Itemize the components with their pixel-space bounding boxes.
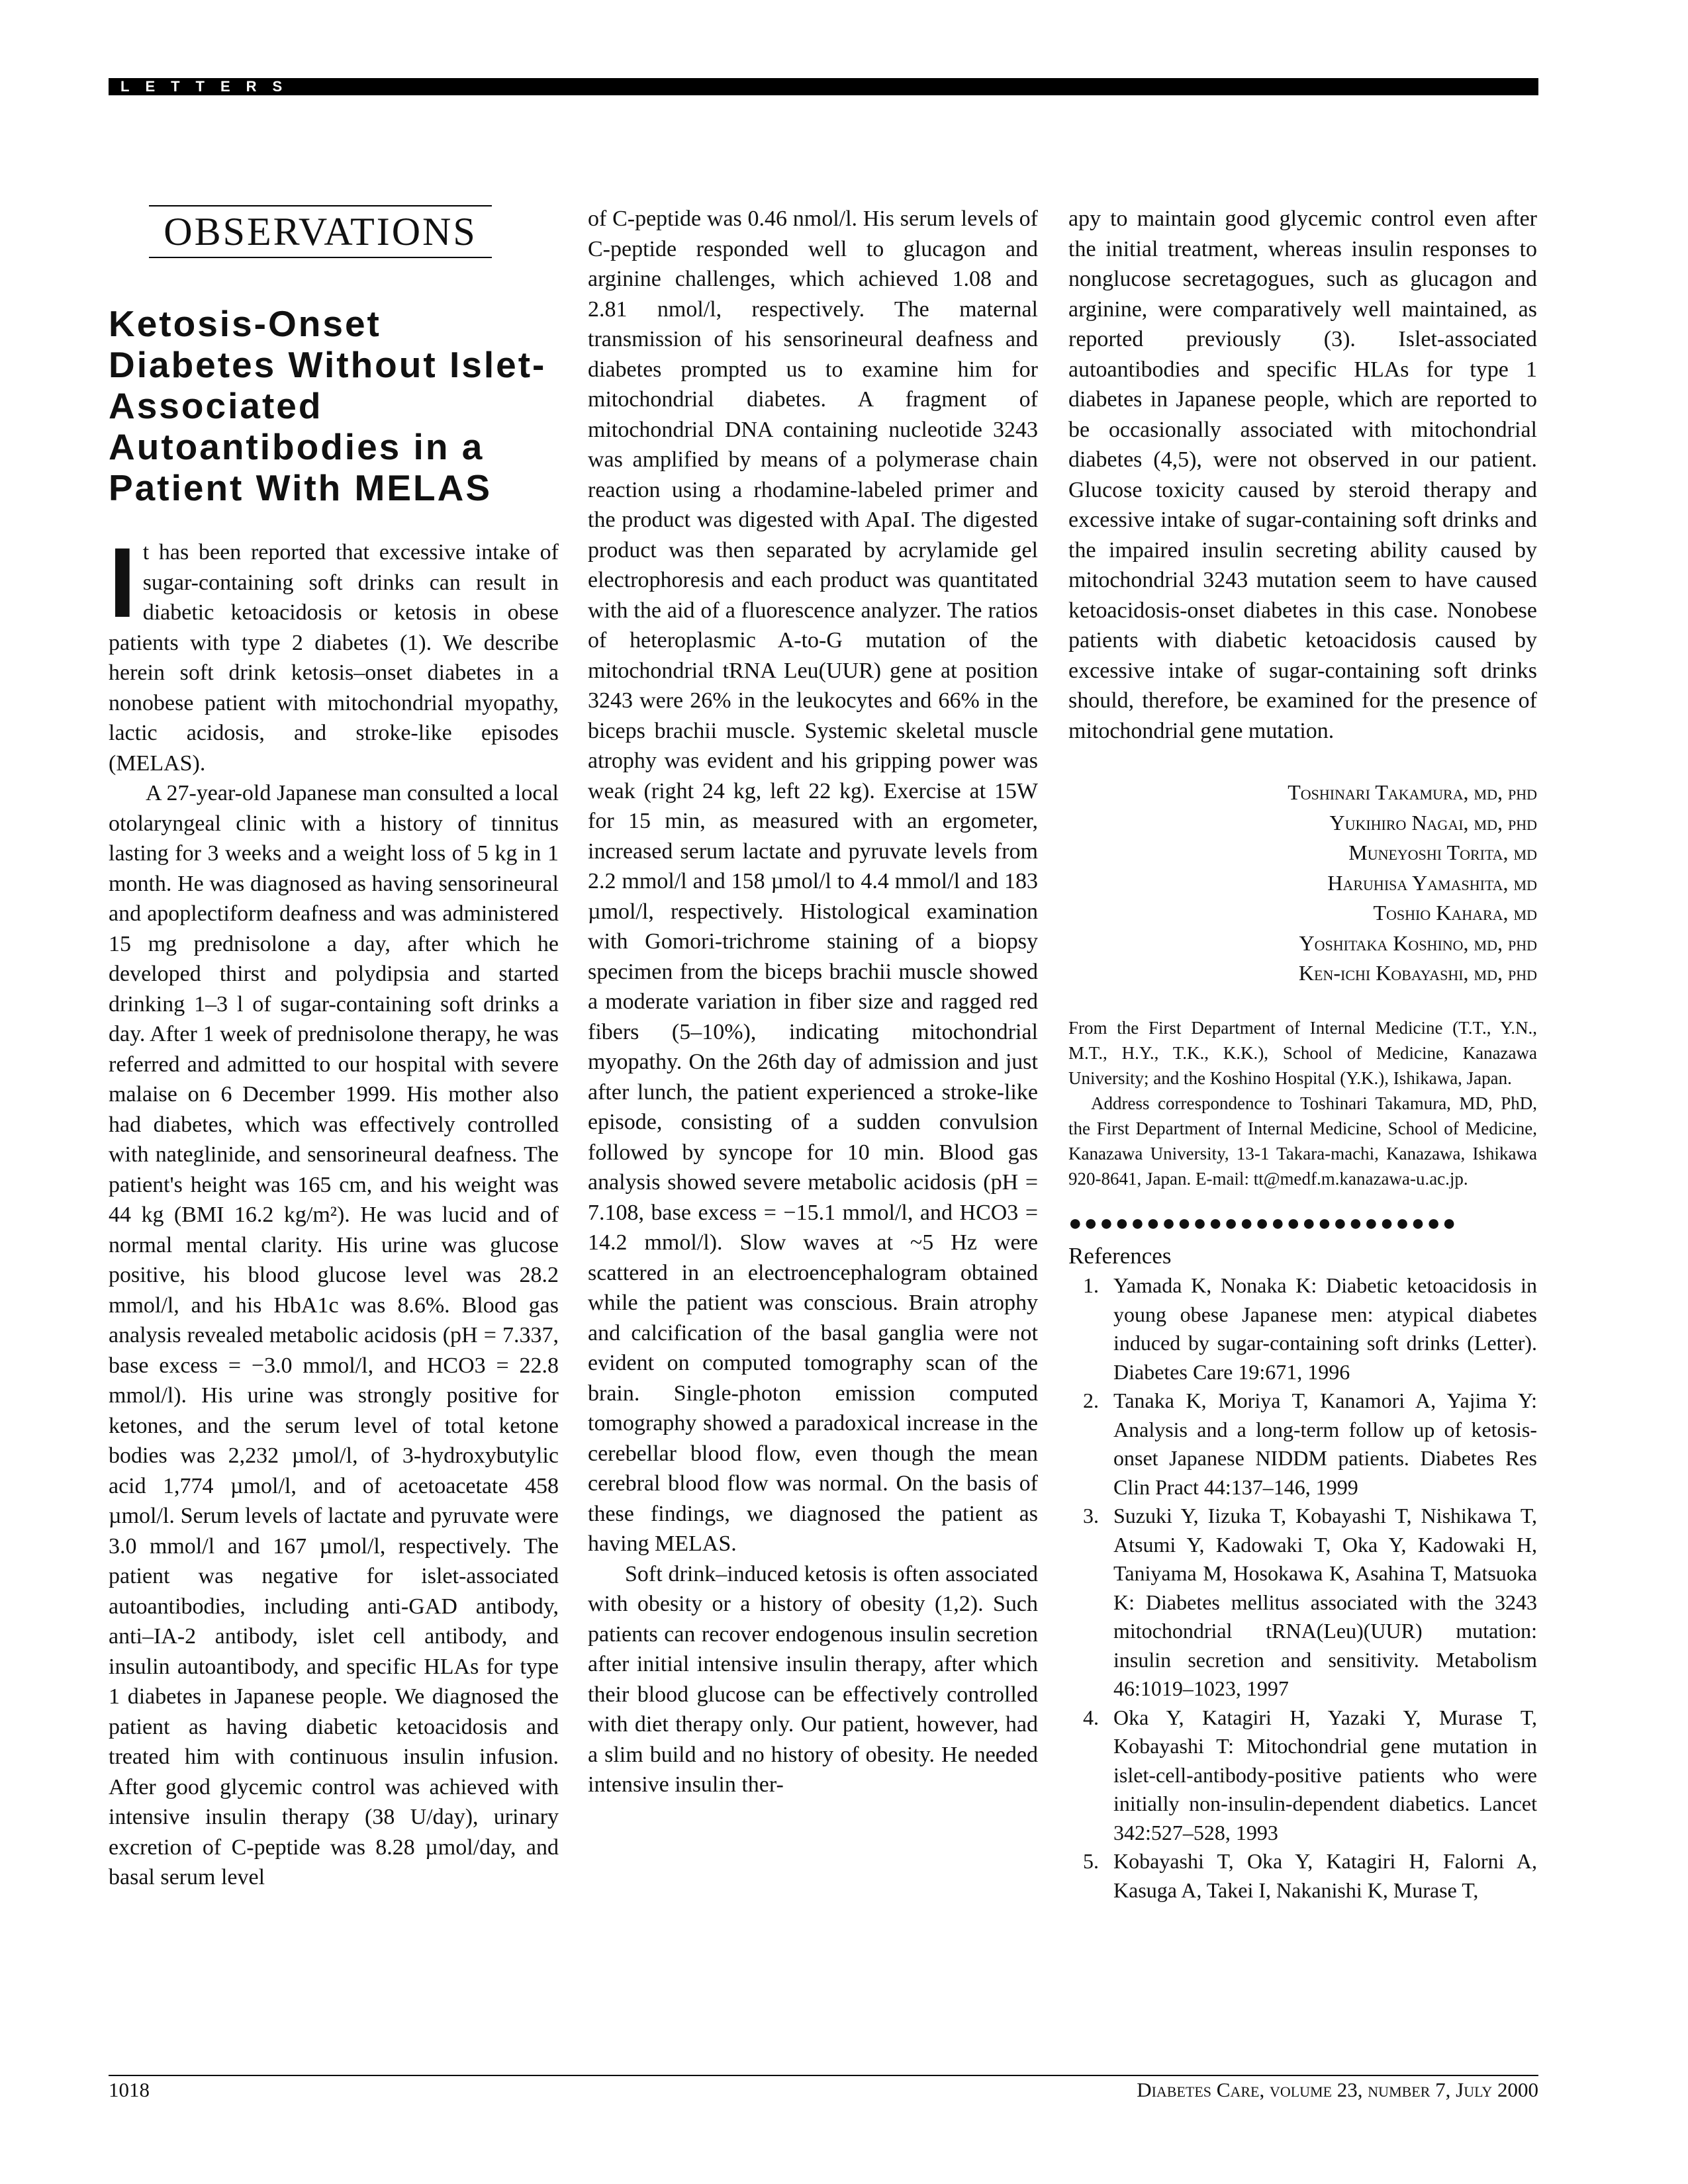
reference-item: 4. Oka Y, Katagiri H, Yazaki Y, Murase T, Kobayashi T: Mitochondrial gene mutation in islet-cell-antibody-positive patients who were initially non-insulin-dependent diabetics. Lancet 342:527–528, 1993 [1083, 1705, 1537, 1844]
section-label: LETTERS [120, 78, 299, 95]
department-heading: OBSERVATIONS [149, 205, 492, 258]
column-1 [109, 205, 559, 1893]
dotted-divider: ●●●●●●●●●●●●●●●●●●●●●●●●● [1068, 1210, 1458, 1236]
affiliation-block [1068, 1015, 1537, 1191]
paragraph-1 [109, 527, 559, 778]
paragraph-3-part-2: apy to maintain good glycemic control even after the initial treatment, whereas insulin responses to nonglucose secretagogues, such as glucagon and arginine, were comparatively well maintained, as reported previously (3). Islet-associated autoantibodies and specific HLAs for type 1 diabetes in Japanese people, which are reported to be occasionally associated with mitochondrial diabetes (4,5), were not observed in our patient. Glucose toxicity caused by steroid therapy and excessive intake of sugar-containing soft drinks and the impaired insulin secreting ability caused by mitochondrial 3243 mutation seem to have caused ketoacidosis-onset diabetes in this case. Nonobese patients with diabetic ketoacidosis caused by excessive intake of sugar-containing soft drinks should, therefore, be examined for the presence of mitochondrial gene mutation. [1068, 206, 1537, 743]
journal-citation: Diabetes Care, volume 23, number 7, July 2000 [1137, 2078, 1538, 2101]
column-3 [1068, 204, 1537, 1905]
correspondence: Address correspondence to Toshinari Takamura, MD, PhD, the First Department of Internal Medicine, School of Medicine, Kanazawa University, 13-1 Takara-machi, Kanazawa, Ishikawa 920-8641, Japan. E-mail: tt@medf.m.kanazawa-u.ac.jp. [1068, 1093, 1537, 1189]
paragraph-2-part-2: of C-peptide was 0.46 nmol/l. His serum levels of C-peptide responded well to glucagon and arginine challenges, which achieved 1.08 and 2.81 nmol/l, respectively. The maternal transmission of his sensorineural deafness and diabetes prompted us to examine him for mitochondrial diabetes. A fragment of mitochondrial DNA containing nucleotide 3243 was amplified by means of a polymerase chain reaction using a rhodamine-labeled primer and the product was digested with ApaI. The digested product was then separated by acrylamide gel electrophoresis and each product was quantitated with the aid of a fluorescence analyzer. The ratios of heteroplasmic A-to-G mutation of the mitochondrial tRNA Leu(UUR) gene at position 3243 were 26% in the leukocytes and 66% in the biceps brachii muscle. Systemic skeletal muscle atrophy was evident and his gripping power was weak (right 24 kg, left 22 kg). Exercise at 15W for 15 min, as measured with an ergometer, increased serum lactate and pyruvate levels from 2.2 mmol/l and 158 µmol/l to 4.4 mmol/l and 183 µmol/l, respectively. Histological examination with Gomori-trichrome staining of a biopsy specimen from the biceps brachii muscle showed a moderate variation in fiber size and ragged red fibers (5–10%), indicating mitochondrial myopathy. On the 26th day of admission and just after lunch, the patient experienced a stroke-like episode, consisting of a sudden convulsion followed by syncope for 10 min. Blood gas analysis showed severe metabolic acidosis (pH = 7.108, base excess = −15.1 mmol/l, and HCO3 = 14.2 mmol/l). Slow waves at ~5 Hz were scattered in an electroencephalogram obtained while the patient was conscious. Brain atrophy and calcification of the basal ganglia were not evident on computed tomography scan of the brain. Single-photon emission computed tomography showed a paradoxical increase in the cerebellar blood flow, even though the mean cerebral blood flow was normal. On the basis of these findings, we diagnosed the patient as having MELAS. [588, 206, 1038, 1556]
author: Ken-ichi Kobayashi, md, phd [1298, 961, 1537, 985]
reference-item: 1. Yamada K, Nonaka K: Diabetic ketoacidosis in young obese Japanese men: atypical diabetes induced by sugar-containing soft drinks (Letter). Diabetes Care 19:671, 1996 [1083, 1273, 1537, 1384]
author: Haruhisa Yamashita, md [1327, 870, 1537, 895]
references-heading: References [1068, 1243, 1172, 1269]
column-2 [588, 204, 1038, 1800]
reference-item: 5. Kobayashi T, Oka Y, Katagiri H, Falorni A, Kasuga A, Takei I, Nakanishi K, Murase T, [1083, 1849, 1537, 1902]
author: Yoshitaka Koshino, md, phd [1299, 931, 1537, 955]
author: Toshio Kahara, md [1373, 901, 1537, 925]
drop-cap: I [109, 527, 136, 638]
author: Muneyoshi Torita, md [1348, 841, 1537, 864]
paragraph-3-part-1: Soft drink–induced ketosis is often associated with obesity or a history of obesity (1,2). Such patients can recover endogenous insulin secretion after initial intensive insulin therapy, after which their blood glucose can be effectively controlled with diet therapy only. Our patient, however, had a slim build and no history of obesity. He needed intensive insulin ther- [588, 1561, 1038, 1797]
reference-item: 3. Suzuki Y, Iizuka T, Kobayashi T, Nishikawa T, Atsumi Y, Kadowaki T, Oka Y, Kadowaki H, Taniyama M, Hosokawa K, Asahina T, Matsuoka K: Diabetes mellitus associated with the 3243 mitochondrial tRNA(Leu)(UUR) mutation: insulin secretion and sensitivity. Metabolism 46:1019–1023, 1997 [1083, 1504, 1537, 1700]
author-list [1068, 778, 1537, 989]
affiliation: From the First Department of Internal Medicine (T.T., Y.N., M.T., H.Y., T.K., K.K.), School of Medicine, Kanazawa University; and the Koshino Hospital (Y.K.), Ishikawa, Japan. [1068, 1017, 1537, 1088]
paragraph-1-text: t has been reported that excessive intake of sugar-containing soft drinks can result in diabetic ketoacidosis or ketosis in obese patients with type 2 diabetes (1). We describe herein soft drink ketosis–onset diabetes in a nonobese patient with mitochondrial myopathy, lactic acidosis, and stroke-like episodes (MELAS). [109, 540, 559, 776]
article-title: Ketosis-Onset Diabetes Without Islet-Associated Autoantibodies in a Patient With MELAS [109, 303, 547, 508]
page-number: 1018 [109, 2078, 150, 2101]
author: Yukihiro Nagai, md, phd [1329, 810, 1537, 835]
section-header-bar [109, 78, 1538, 95]
reference-item: 2. Tanaka K, Moriya T, Kanamori A, Yajima Y: Analysis and a long-term follow up of ketosis-onset Japanese NIDDM patients. Diabetes Res Clin Pract 44:137–146, 1999 [1083, 1388, 1537, 1499]
paragraph-2-part-1: A 27-year-old Japanese man consulted a local otolaryngeal clinic with a history of tinnitus lasting for 3 weeks and a weight loss of 5 kg in 1 month. He was diagnosed as having sensorineural and apoplectiform deafness and was administered 15 mg prednisolone a day, after which he developed thirst and polydipsia and started drinking 1–3 l of sugar-containing soft drinks a day. After 1 week of prednisolone therapy, he was referred and admitted to our hospital with severe malaise on 6 December 1999. His mother also had diabetes, which was effectively controlled with nateglinide, and sensorineural deafness. The patient's height was 165 cm, and his weight was 44 kg (BMI 16.2 kg/m²). He was lucid and of normal mental clarity. His urine was glucose positive, his blood glucose level was 28.2 mmol/l, and his HbA1c was 8.6%. Blood gas analysis revealed metabolic acidosis (pH = 7.337, base excess = −3.0 mmol/l, and HCO3 = 22.8 mmol/l). His urine was strongly positive for ketones, and the serum level of total ketone bodies was 2,232 µmol/l, of 3-hydroxybutylic acid 1,774 µmol/l, and of acetoacetate 458 µmol/l. Serum levels of lactate and pyruvate were 3.0 mmol/l and 167 µmol/l, respectively. The patient was negative for islet-associated autoantibodies, including anti-GAD antibody, anti–IA-2 antibody, islet cell antibody, and insulin autoantibody, and specific HLAs for type 1 diabetes in Japanese people. We diagnosed the patient as having diabetic ketoacidosis and treated him with continuous insulin infusion. After good glycemic control was achieved with intensive insulin therapy (38 U/day), urinary excretion of C-peptide was 8.28 µmol/day, and basal serum level [109, 781, 559, 1889]
reference-list [1068, 1271, 1537, 1905]
footer-rule [109, 2075, 1538, 2076]
author: Toshinari Takamura, md, phd [1288, 780, 1537, 804]
